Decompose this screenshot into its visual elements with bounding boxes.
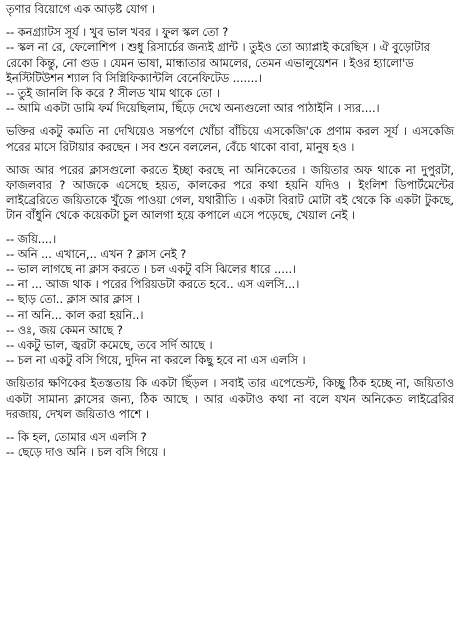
dialogue-line: -- না ... আজ থাক । পরের পিরিয়ডটা করতে হবে.. এস এলসি...। [6,278,300,292]
dialogue-line: -- জয়ি....। [6,232,57,246]
paragraph: জয়িতার ক্ষণিকের ইতস্ততায় কি একটা ছিঁড়ল । সবাই তার এপেন্ডেস্ট, কিচ্ছু ঠিক হচ্ছে না, জয়িতাও একটা সামান্য ক্লাসের জন্য, ঠিক আছে । আর একটাও কথা না বলে যখন অনিকেত লাইব্রেরির দরজায়, দেখল জয়িতাও পাশে । [6,377,454,421]
dialogue-line: -- একটু ভাল, জ্বরটা কমেছে, তবে সর্দি আছে । [6,339,213,353]
dialogue-block [6,232,454,369]
dialogue-line: -- আমি একটা ডামি ফর্ম দিয়েছিলাম, ছিঁড়ে দেখে অন্যগুলো আর পাঠাইনি । স্যর....। [6,102,380,116]
dialogue-block [6,430,454,460]
paragraph: আজ আর পরের ক্লাসগুলো করতে ইচ্ছা করছে না অনিকেতের । জয়িতার অফ থাকে না দুপুরটা, ফাজলবার ? আজকে এসেছে হয়ত, কালকের পরে কথা হয়নি যদিও । ইংলিশ ডিপার্টমেন্টের লাইব্রেরিতে জয়িতাকে খুঁজে পাওয়া গেল, যথারীতি । একটা বিরাট মোটা বই থেকে কি একটা টুকছে, টান বাঁধুনি থেকে কয়েকটা চুল আলগা হয়ে কপালে এসে পড়েছে, খেয়াল নেই । [6,163,454,223]
dialogue-line: -- তুই জানলি কি করে ? সীলড খাম থাকে তো । [6,87,220,101]
dialogue-line: -- ছেড়ে দাও অনি । চল বসি গিয়ে । [6,446,166,460]
opening-line-block [6,2,454,17]
paragraph: ভক্তির একটু কমতি না দেখিয়েও সন্তর্পণে খোঁচা বাঁচিয়ে এসকেজি'কে প্রণাম করল সূর্য । এসকেজি পরের মাসে রিটায়ার করছেন । সব শুনে বললেন, বেঁচে থাকো বাবা, মানুষ হও । [6,125,454,154]
dialogue-line: -- অনি ... এখানে,.. এখন ? ক্লাস নেই ? [6,247,187,261]
dialogue-block [6,25,454,116]
dialogue-line: -- কি হল, তোমার এস এলসি ? [6,431,147,445]
text-line: তৃণার বিয়োগে এক আড়ষ্ট যোগ । [6,3,156,16]
dialogue-line: -- ভাল লাগছে না ক্লাস করতে । চল একটু বসি ঝিলের ধারে .....। [6,263,297,277]
dialogue-line: -- স্কল না রে, ফেলোশিপ । শুধু রিসার্চের জন্যই গ্রান্ট । তুইও তো অ্যাপ্লাই করেছিস । ঐ বুড়োটার রেকো কিন্তু, নো গুড । যেমন ভাষা, মান্ধাতার আমলের, তেমন এভালুয়েশন । ইওর হ্যালো'ড ইনস্টিটিউশন শ্যাল বি সিগ্নিফিক্যান্টলি বেনেফিটেড .......। [6,41,430,85]
dialogue-line: -- ওঃ, জয় কেমন আছে ? [6,323,123,337]
dialogue-line: -- কনগ্র্যাটস সূর্য । খুব ভাল খবর । ফুল স্কল তো ? [6,26,229,40]
dialogue-line: -- চল না একটু বসি গিয়ে, দুদিন না করলে কিছু হবে না এস এলসি । [6,354,306,368]
dialogue-line: -- ছাড় তো.. ক্লাস আর ক্লাস । [6,293,140,307]
dialogue-line: -- না অনি... কাল করা হয়নি..। [6,308,144,322]
